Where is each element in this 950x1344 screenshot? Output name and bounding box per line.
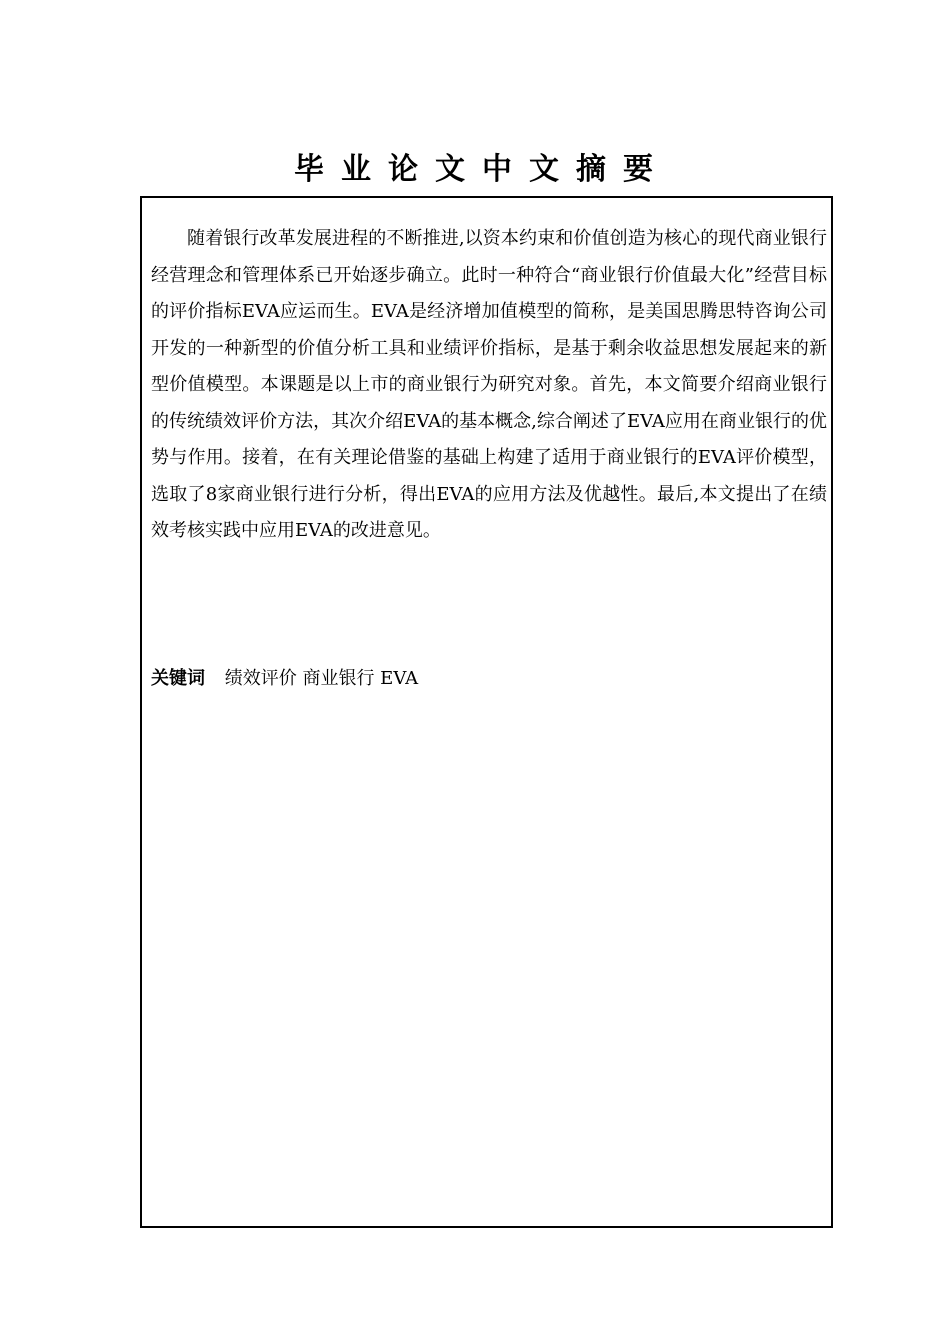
- page-title: 毕业论文中文摘要: [294, 152, 670, 187]
- abstract-paragraph: 随着银行改革发展进程的不断推进,以资本约束和价值创造为核心的现代商业银行经营理念和管理体系已开始逐步确立。此时一种符合“商业银行价值最大化”经营目标的评价指标EVA应运而生。EVA是经济增加值模型的简称，是美国思腾思特咨询公司开发的一种新型的价值分析工具和业绩评价指标，是基于剩余收益思想发展起来的新型价值模型。本课题是以上市的商业银行为研究对象。首先，本文简要介绍商业银行的传统绩效评价方法，其次介绍EVA的基本概念,综合阐述了EVA应用在商业银行的优势与作用。接着，在有关理论借鉴的基础上构建了适用于商业银行的EVA评价模型，选取了8家商业银行进行分析，得出EVA的应用方法及优越性。最后,本文提出了在绩效考核实践中应用EVA的改进意见。: [151, 228, 827, 541]
- keywords-label: 关键词: [151, 668, 205, 689]
- keywords-value: 绩效评价 商业银行 EVA: [224, 668, 419, 689]
- keywords-line: [151, 664, 811, 694]
